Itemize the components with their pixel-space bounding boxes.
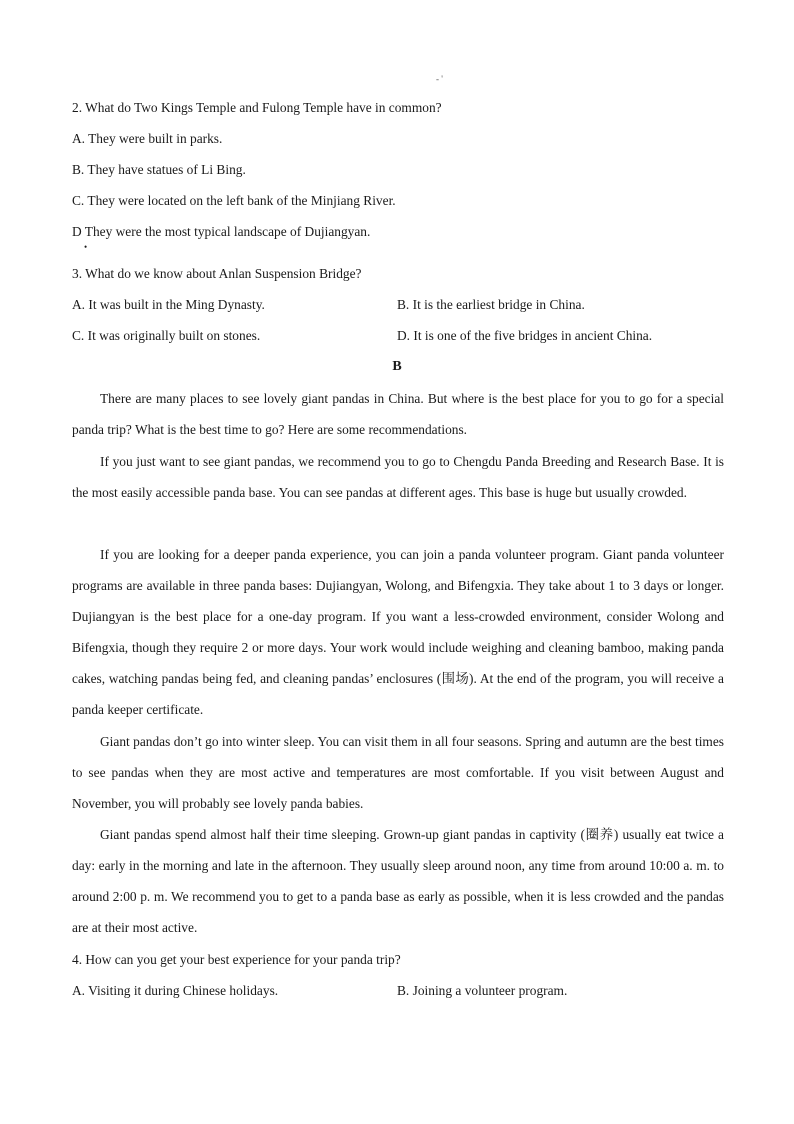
q3-option-b: B. It is the earliest bridge in China.: [397, 297, 585, 312]
q3-option-a: A. It was built in the Ming Dynasty.: [72, 297, 265, 312]
q2-option-d: D They were the most typical landscape of Dujiangyan.: [72, 224, 371, 239]
q4-option-a: A. Visiting it during Chinese holidays.: [72, 983, 279, 998]
passage-paragraph-1: There are many places to see lovely giant pandas in China. But where is the best place for you to go for a special panda trip? What is the best time to go? Here are some recommendations.: [72, 391, 724, 438]
passage-paragraph-4: Giant pandas don’t go into winter sleep. You can visit them in all four seasons. Spring and autumn are the best times to see pandas when they are most active and temperatures are most comfortable. If you visit between August and November, you will probably see lovely panda babies.: [72, 734, 724, 812]
section-heading: B: [392, 359, 402, 374]
passage-paragraph-5: Giant pandas spend almost half their time sleeping. Grown-up giant pandas in captivity (圈养) usually eat twice a day: early in the morning and late in the afternoon. They usually sleep around noon, any time from around 10:00 a. m. to around 2:00 p. m. We recommend you to get to a panda base as early as possible, when it is less crowded and the pandas are at their most active.: [72, 827, 724, 936]
q4-option-b: B. Joining a volunteer program.: [397, 983, 568, 998]
q2-option-a: A. They were built in parks.: [72, 131, 223, 146]
passage-paragraph-2: If you just want to see giant pandas, we recommend you to go to Chengdu Panda Breeding and Research Base. It is the most easily accessible panda base. You can see pandas at different ages. This base is huge but usually crowded.: [72, 454, 724, 501]
question-2: 2. What do Two Kings Temple and Fulong Temple have in common?: [72, 100, 442, 115]
page-mark: - ': [436, 74, 443, 84]
q3-option-d: D. It is one of the five bridges in ancient China.: [397, 328, 653, 343]
question-4: 4. How can you get your best experience for your panda trip?: [72, 952, 401, 967]
q3-option-c: C. It was originally built on stones.: [72, 328, 261, 343]
stray-dot: •: [84, 242, 88, 252]
q2-option-b: B. They have statues of Li Bing.: [72, 162, 246, 177]
passage-paragraph-3: If you are looking for a deeper panda experience, you can join a panda volunteer program. Giant panda volunteer programs are available in three panda bases: Dujiangyan, Wolong, and Bifengxia. They take about 1 to 3 days or longer. Dujiangyan is the best place for a one-day program. If you want a less-crowded environment, consider Wolong and Bifengxia, though they require 2 or more days. Your work would include weighing and cleaning bamboo, making panda cakes, watching pandas being fed, and cleaning pandas’ enclosures (围场). At the end of the program, you will receive a panda keeper certificate.: [72, 547, 724, 718]
q2-option-c: C. They were located on the left bank of the Minjiang River.: [72, 193, 396, 208]
question-3: 3. What do we know about Anlan Suspension Bridge?: [72, 266, 362, 281]
